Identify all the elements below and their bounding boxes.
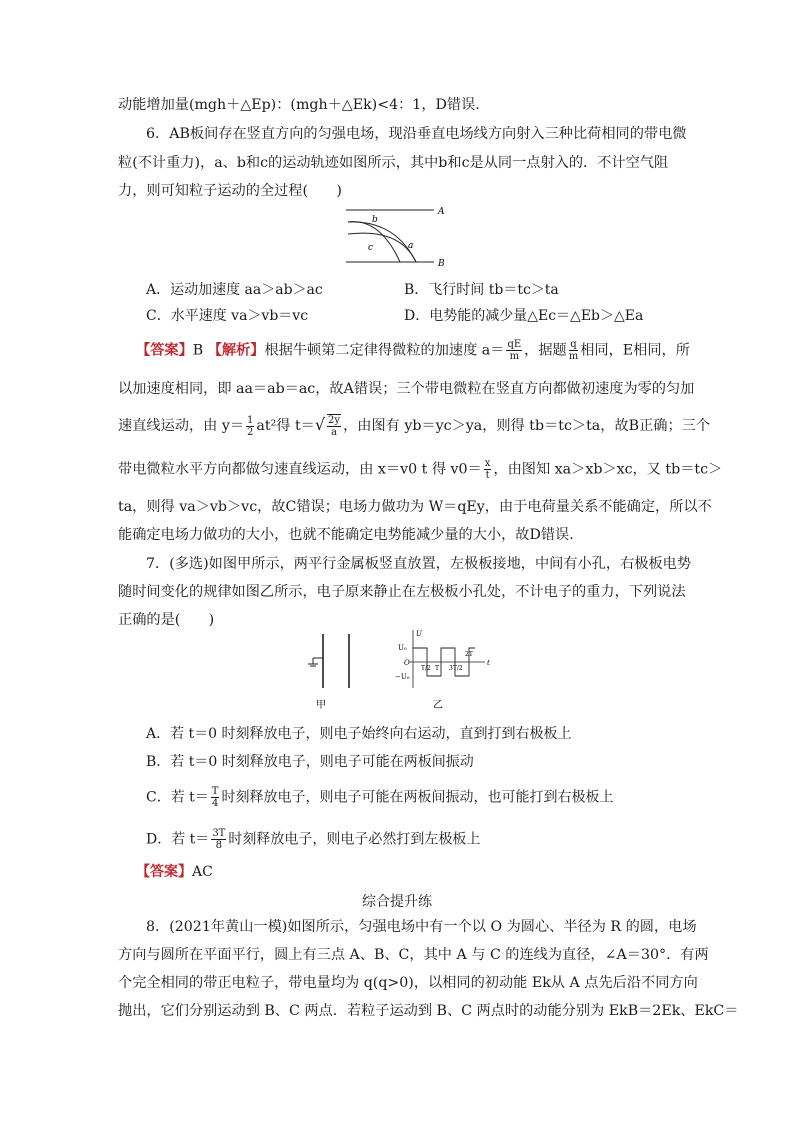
q6-exp3c: ，由图有 yb＝yc＞ya，则得 tb＝tc＞ta，故B正确；三个 (343, 418, 711, 434)
q6-trajectory-figure (340, 202, 460, 268)
frac-num: T (211, 786, 219, 797)
fraction-one-half (246, 415, 254, 438)
frac-den: 2 (247, 426, 254, 438)
q6-answer-tag: 【答案】 (136, 342, 193, 359)
prev-answer-tail: 动能增加量(mgh＋△Ep)：(mgh＋△Ek)<4：1，D错误. (118, 97, 480, 113)
q7-option-c-text: 时刻释放电子，则电子可能在两板间振动，也可能打到右极板上 (221, 789, 614, 806)
q6-explanation-line2: 以加速度相同，即 aa＝ab＝ac，故A错误；三个带电微粒在竖直方向都做初速度为零的匀加 (118, 381, 695, 397)
figure-jia-label: 甲 (316, 700, 326, 711)
fraction-3t-8 (211, 828, 226, 851)
q6-exp1b: ，据题 (524, 342, 567, 359)
frac-num: 1 (247, 414, 254, 426)
figure-yi-label: 乙 (433, 700, 443, 711)
q7-option-c (146, 786, 613, 809)
frac-num: qE (507, 339, 522, 350)
q7-option-d-text: 时刻释放电子，则电子必然打到左极板上 (228, 831, 481, 848)
q6-option-a: A．运动加速度 aa＞ab＞ac (146, 282, 323, 298)
q6-analysis-tag: 【解析】 (207, 342, 265, 359)
q7-option-d (146, 828, 480, 851)
traj-c-label: c (368, 243, 374, 253)
plate-b-label: B (438, 259, 445, 268)
q8-line1: 8．(2021年黄山一模)如图所示，匀强电场中有一个以 O 为圆心、半径为 R 的圆，电场 (146, 919, 697, 935)
frac-num: x (484, 458, 491, 469)
graph-u-label: U (416, 630, 422, 638)
q7-answer-tag: 【答案】 (136, 864, 192, 880)
graph-neg-u0-label: −U₀ (395, 673, 410, 681)
graph-origin-label: O (404, 659, 410, 667)
q6-exp1c: 相同，E相同，所 (580, 342, 690, 359)
q7-stem-line1: 7．(多选)如图甲所示，两平行金属板竖直放置，左极板接地，中间有小孔，右极板电势 (146, 556, 692, 572)
q6-option-b: B．飞行时间 tb＝tc＞ta (404, 282, 559, 298)
frac-den: m (568, 351, 579, 362)
q8-line2: 方向与圆所在平面平行，圆上有三点 A、B、C，其中 A 与 C 的连线为直径，∠A＝30°．有两 (118, 947, 709, 963)
q6-explanation-line4 (118, 458, 723, 481)
q7-option-b: B．若 t＝0 时刻释放电子，则电子可能在两板间振动 (146, 754, 474, 770)
plate-a-label: A (438, 207, 445, 217)
graph-t-label: t (487, 659, 490, 667)
sqrt-2y-a: √ $\frac{2y}{a}$ (314, 415, 341, 438)
q6-explanation-line3 (118, 414, 711, 438)
q6-answer: B (192, 342, 204, 359)
q6-option-c: C．水平速度 va＞vb＝vc (146, 308, 309, 324)
q6-exp4a: 带电微粒水平方向都做匀速直线运动，由 x＝v0 t 得 v0＝ (118, 461, 482, 478)
graph-u0-label: U₀ (398, 644, 407, 652)
q7-option-d-prefix: D．若 t＝ (146, 831, 210, 848)
frac-num: 2y (328, 415, 341, 426)
q6-exp1a: 根据牛顿第二定律得微粒的加速度 a＝ (264, 342, 505, 359)
frac-num: q (570, 339, 577, 350)
frac-den: t (485, 470, 490, 481)
q6-stem-line2: 粒(不计重力)，a、b和c的运动轨迹如图所示，其中b和c是从同一点射入的．不计空气阻 (118, 155, 669, 171)
fraction-qe-m (506, 339, 522, 362)
q7-stem-line3: 正确的是( ) (118, 612, 215, 628)
q6-exp4b: ，由图知 xa＞xb＞xc，又 tb＝tc＞ (493, 461, 723, 478)
frac-den: 8 (215, 840, 223, 851)
graph-half-t-label: T/2 (421, 665, 431, 672)
fraction-t-4 (211, 786, 220, 809)
traj-a-label: a (408, 241, 414, 251)
q7-answer-line (136, 862, 213, 882)
q8-line3: 个完全相同的带正电粒子，带电量均为 q(q>0)，以相同的初动能 Ek从 A 点先后沿不同方向 (118, 975, 698, 991)
q6-exp3a: 速直线运动，由 y＝ (118, 418, 245, 434)
fraction-q-m (569, 339, 578, 362)
section-title: 综合提升练 (362, 894, 432, 910)
graph-three-half-t-label: 3T/2 (449, 665, 463, 672)
q7-figure (305, 628, 505, 713)
frac-num: 3T (212, 828, 226, 839)
q7-option-c-prefix: C．若 t＝ (146, 789, 209, 806)
traj-b-label: b (372, 215, 378, 225)
q6-exp3b: at²得 t＝ (256, 418, 315, 434)
q6-option-d: D．电势能的减少量△Ec＝△Eb＞△Ea (404, 308, 644, 324)
fraction-x-t (484, 458, 492, 481)
q7-stem-line2: 随时间变化的规律如图乙所示，电子原来静止在左极板小孔处，不计电子的重力，下列说法 (118, 584, 686, 600)
frac-den: a (331, 427, 338, 438)
frac-den: 4 (211, 798, 219, 809)
q7-option-a: A．若 t＝0 时刻释放电子，则电子始终向右运动，直到打到右极板上 (146, 726, 572, 742)
q6-explanation-line5: ta，则得 va＞vb＞vc，故C错误；电场力做功为 W＝qEy，由于电荷量关系不能确定，所以不 (118, 499, 712, 515)
q7-answer: AC (192, 864, 213, 880)
q6-stem-line1: 6．AB板间存在竖直方向的匀强电场，现沿垂直电场线方向射入三种比荷相同的带电微 (146, 126, 687, 142)
graph-two-t-label: 2T (465, 651, 473, 658)
q6-stem-line3: 力，则可知粒子运动的全过程( ) (118, 183, 342, 199)
q6-explanation-line6: 能确定电场力做功的大小，也就不能确定电势能减少量的大小，故D错误. (118, 527, 574, 543)
q6-explanation-line1 (136, 339, 696, 362)
graph-t-tick-label: T (435, 665, 440, 672)
frac-den: m (509, 351, 520, 362)
q8-line4: 抛出，它们分别运动到 B、C 两点．若粒子运动到 B、C 两点时的动能分别为 EkB＝2Ek、EkC＝ (118, 1003, 739, 1019)
